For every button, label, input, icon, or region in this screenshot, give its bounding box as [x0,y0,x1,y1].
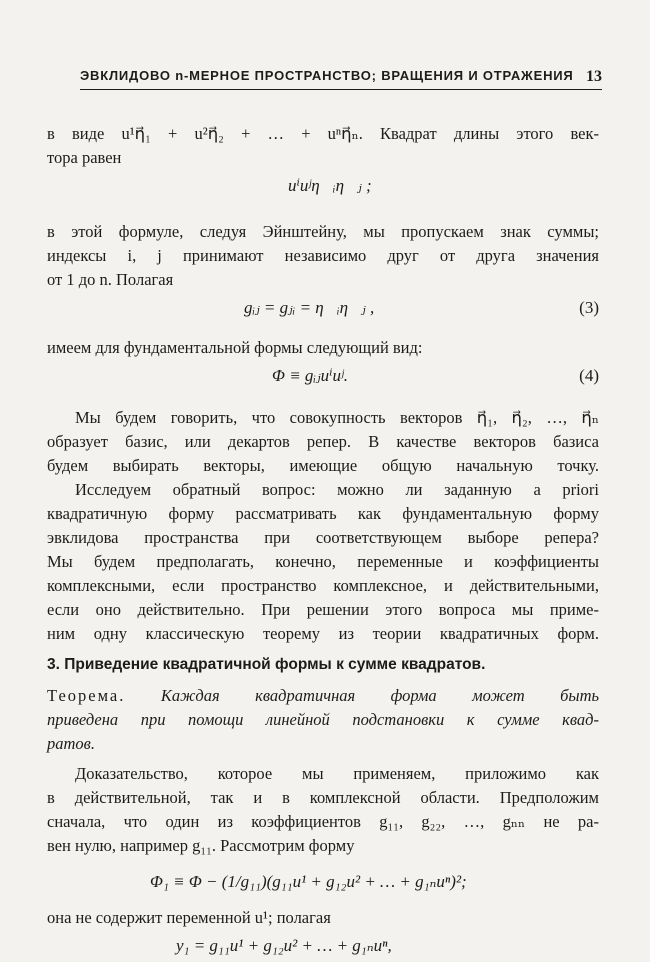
text-line: Мы будем предполагать, конечно, переменные и коэффициенты [47,552,599,571]
text-line: в действительной, так и в комплексной области. Предположим [47,788,599,807]
text-line: она не содержит переменной u¹; полагая [47,908,331,927]
theorem-line-2: приведена при помощи линейной подстановки к сумме квад- [47,710,599,729]
text-line: образует базис, или декартов репер. В качестве векторов базиса [47,432,599,451]
text-line: квадратичную форму рассматривать как фундаментальную форму [47,504,599,523]
text-line: сначала, что один из коэффициентов g₁₁, g₂₂, …, gₙₙ не ра- [47,812,599,831]
text-line: Мы будем говорить, что совокупность векторов η⃗₁, η⃗₂, …, η⃗ₙ [75,408,599,427]
running-title: ЭВКЛИДОВО n-МЕРНОЕ ПРОСТРАНСТВО; ВРАЩЕНИЯ И ОТРАЖЕНИЯ [80,68,574,83]
text-line: ним одну классическую теорему из теории квадратичных форм. [47,624,599,643]
section-heading: 3. Приведение квадратичной формы к сумме квадратов. [47,656,486,673]
formula-y1: y₁ = g₁₁u¹ + g₁₂u² + … + g₁ₙuⁿ, [176,936,392,955]
theorem-line-1 [47,686,599,706]
theorem-text: Каждая квадратичная форма может быть [160,686,599,705]
theorem-label: Теорема. [47,686,126,705]
text-line: в виде u¹η⃗₁ + u²η⃗₂ + … + uⁿη⃗ₙ. Квадрат длины этого век- [47,124,599,143]
formula-phi1: Φ₁ ≡ Φ − (1/g₁₁)(g₁₁u¹ + g₁₂u² + … + g₁ₙuⁿ)²; [150,872,467,891]
equation-number-3: (3) [579,298,599,317]
text-line: комплексными, если пространство комплексное, и действительными, [47,576,599,595]
text-line: будем выбирать векторы, имеющие общую начальную точку. [47,456,599,475]
text-line: если оно действительно. При решении этого вопроса мы приме- [47,600,599,619]
equation-number-4: (4) [579,366,599,385]
page-number: 13 [586,68,602,85]
text-line: имеем для фундаментальной формы следующий вид: [47,338,423,357]
text-line: тора равен [47,148,122,167]
text-line: в этой формуле, следуя Эйнштейну, мы пропускаем знак суммы; [47,222,599,241]
theorem-line-3: ратов. [47,734,95,753]
text-line: эвклидова пространства при соответствующем выборе репера? [47,528,599,547]
text-line: индексы i, j принимают независимо друг от друга значения [47,246,599,265]
formula-3: gᵢⱼ = gⱼᵢ = η⃗ᵢη⃗ⱼ , [244,298,375,317]
formula-length: uⁱuʲη⃗ᵢη⃗ⱼ ; [288,176,372,195]
text-line: Исследуем обратный вопрос: можно ли заданную a priori [75,480,599,499]
text-line: вен нулю, например g₁₁. Рассмотрим форму [47,836,355,855]
running-header [80,68,602,90]
text-line: от 1 до n. Полагая [47,270,174,289]
text-line: Доказательство, которое мы применяем, приложимо как [75,764,599,783]
formula-4: Φ ≡ gᵢⱼuⁱuʲ. [272,366,349,385]
